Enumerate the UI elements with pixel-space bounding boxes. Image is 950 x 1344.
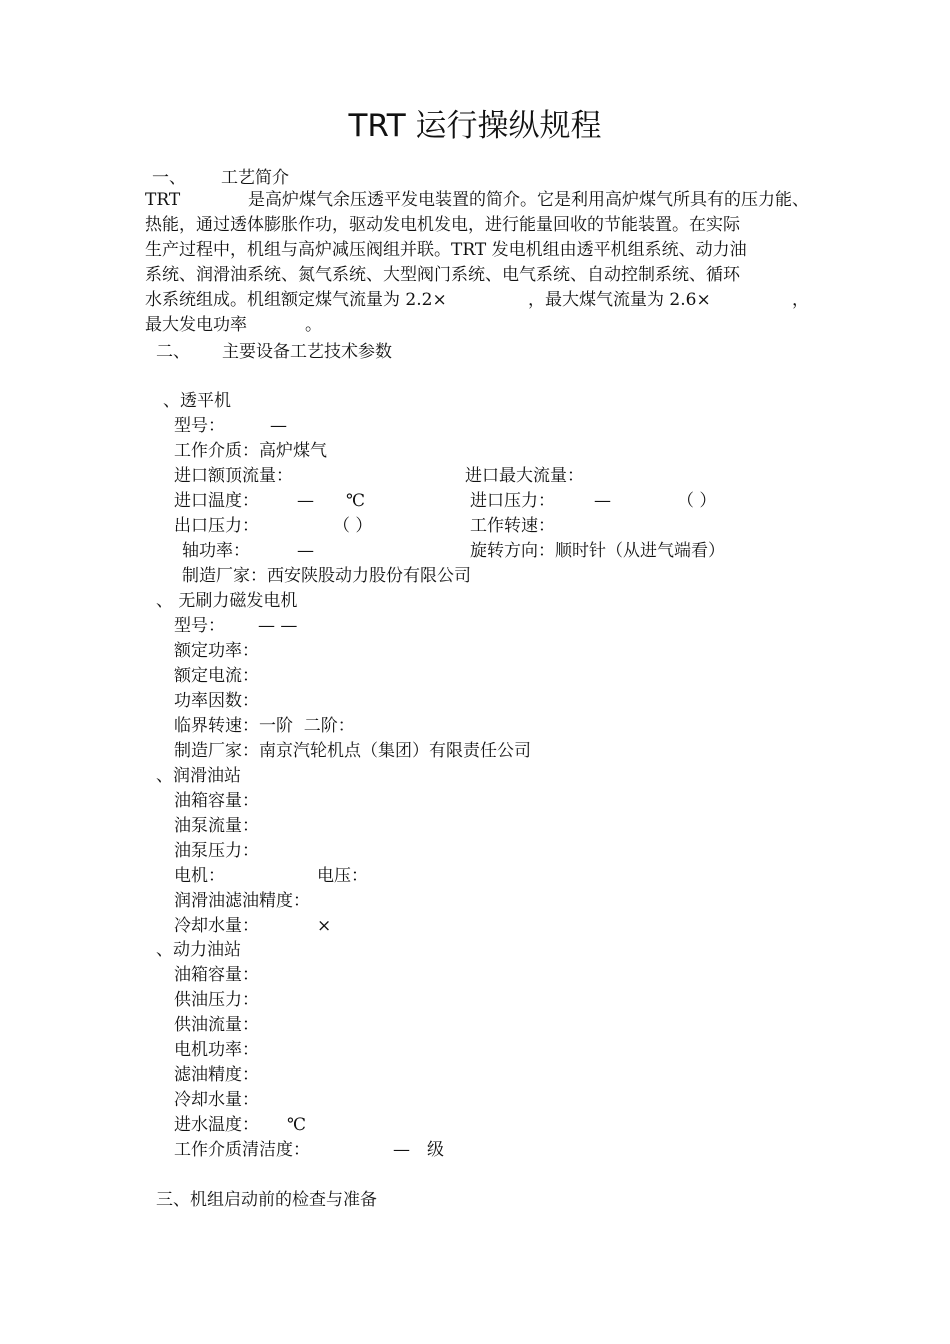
intro-text: 是高炉煤气余压透平发电装置的简介。它是利用高炉煤气所具有的压力能、	[248, 190, 809, 210]
section-1-heading: 工艺简介	[221, 168, 289, 188]
turbine-shaft-power-dash: —	[297, 541, 314, 561]
power-cleanliness-dash: —	[393, 1140, 410, 1160]
turbine-inlet-pressure-label: 进口压力：	[470, 491, 555, 511]
power-water-temp-unit: ℃	[287, 1115, 307, 1135]
power-supply-flow: 供油流量：	[174, 1015, 259, 1035]
intro-line	[145, 313, 809, 338]
turbine-outlet-pressure-unit: （ ）	[333, 516, 373, 536]
lube-cooling-label: 冷却水量：	[174, 916, 259, 936]
power-station-heading: 、动力油站	[156, 940, 241, 960]
turbine-model-value: —	[270, 416, 287, 436]
turbine-model-label: 型号：	[174, 416, 225, 436]
lube-cooling-value: ×	[317, 916, 332, 936]
turbine-inlet-pressure-dash: —	[594, 491, 611, 511]
turbine-outlet-pressure-label: 出口压力：	[174, 516, 259, 536]
section-2-number: 二、	[156, 342, 190, 362]
intro-text: 系统、润滑油系统、氮气系统、大型阀门系统、电气系统、自动控制系统、循环	[145, 265, 740, 285]
intro-line	[145, 263, 809, 288]
intro-paragraph	[145, 188, 809, 338]
intro-text: 生产过程中，机组与高炉减压阀组并联。TRT 发电机组由透平机组系统、动力油	[145, 240, 747, 260]
turbine-inlet-pressure-unit: （ ）	[677, 491, 717, 511]
generator-critical-speed: 临界转速：一阶 二阶：	[174, 716, 355, 736]
power-motor-power: 电机功率：	[174, 1040, 259, 1060]
generator-rated-power: 额定功率：	[174, 641, 259, 661]
lube-voltage: 电压：	[317, 866, 368, 886]
power-water-temp-label: 进水温度：	[174, 1115, 259, 1135]
turbine-heading: 、透平机	[163, 391, 231, 411]
intro-text: 热能，通过透体膨胀作功，驱动发电机发电，进行能量回收的节能装置。在实际	[145, 215, 740, 235]
power-supply-pressure: 供油压力：	[174, 990, 259, 1010]
generator-power-factor: 功率因数：	[174, 691, 259, 711]
lube-filter: 润滑油滤油精度：	[174, 891, 310, 911]
turbine-inlet-temp-unit: ℃	[346, 491, 366, 511]
turbine-inlet-temp-label: 进口温度：	[174, 491, 259, 511]
generator-rated-current: 额定电流：	[174, 666, 259, 686]
lube-motor: 电机：	[174, 866, 225, 886]
intro-text: 。	[305, 315, 322, 335]
intro-line	[145, 213, 809, 238]
intro-text: 最大发电功率	[145, 315, 247, 335]
power-cooling: 冷却水量：	[174, 1090, 259, 1110]
intro-line	[145, 288, 809, 313]
turbine-rotation: 旋转方向：顺时针（从进气端看）	[470, 541, 725, 561]
turbine-medium: 工作介质：高炉煤气	[174, 441, 327, 461]
power-tank: 油箱容量：	[174, 965, 259, 985]
intro-text: 水系统组成。机组额定煤气流量为 2.2×	[145, 290, 447, 310]
section-2-heading: 主要设备工艺技术参数	[222, 342, 392, 362]
generator-model-label: 型号：	[174, 616, 225, 636]
lube-station-heading: 、润滑油站	[156, 766, 241, 786]
document-title: TRT 运行操纵规程	[348, 108, 602, 144]
section-3-heading: 三、机组启动前的检查与准备	[156, 1190, 377, 1210]
section-1-number: 一、	[152, 168, 186, 188]
turbine-inlet-rated-flow: 进口额顶流量：	[174, 466, 293, 486]
power-cleanliness-label: 工作介质清洁度：	[174, 1140, 310, 1160]
turbine-speed: 工作转速：	[470, 516, 555, 536]
turbine-inlet-temp-dash: —	[297, 491, 314, 511]
generator-heading: 、 无刷力磁发电机	[156, 591, 298, 611]
turbine-maker: 制造厂家：西安陕股动力股份有限公司	[182, 566, 471, 586]
intro-text: TRT	[145, 190, 181, 210]
lube-pump-pressure: 油泵压力：	[174, 841, 259, 861]
power-cleanliness-grade: 级	[427, 1140, 444, 1160]
intro-line	[145, 238, 809, 263]
power-filter: 滤油精度：	[174, 1065, 259, 1085]
lube-tank: 油箱容量：	[174, 791, 259, 811]
lube-pump-flow: 油泵流量：	[174, 816, 259, 836]
intro-text: ，	[792, 290, 809, 310]
generator-model-value: — —	[258, 616, 298, 636]
turbine-inlet-max-flow: 进口最大流量：	[465, 466, 584, 486]
intro-line	[145, 188, 809, 213]
intro-text: ，最大煤气流量为 2.6×	[528, 290, 711, 310]
turbine-shaft-power-label: 轴功率：	[182, 541, 250, 561]
generator-maker: 制造厂家：南京汽轮机点（集团）有限责任公司	[174, 741, 531, 761]
